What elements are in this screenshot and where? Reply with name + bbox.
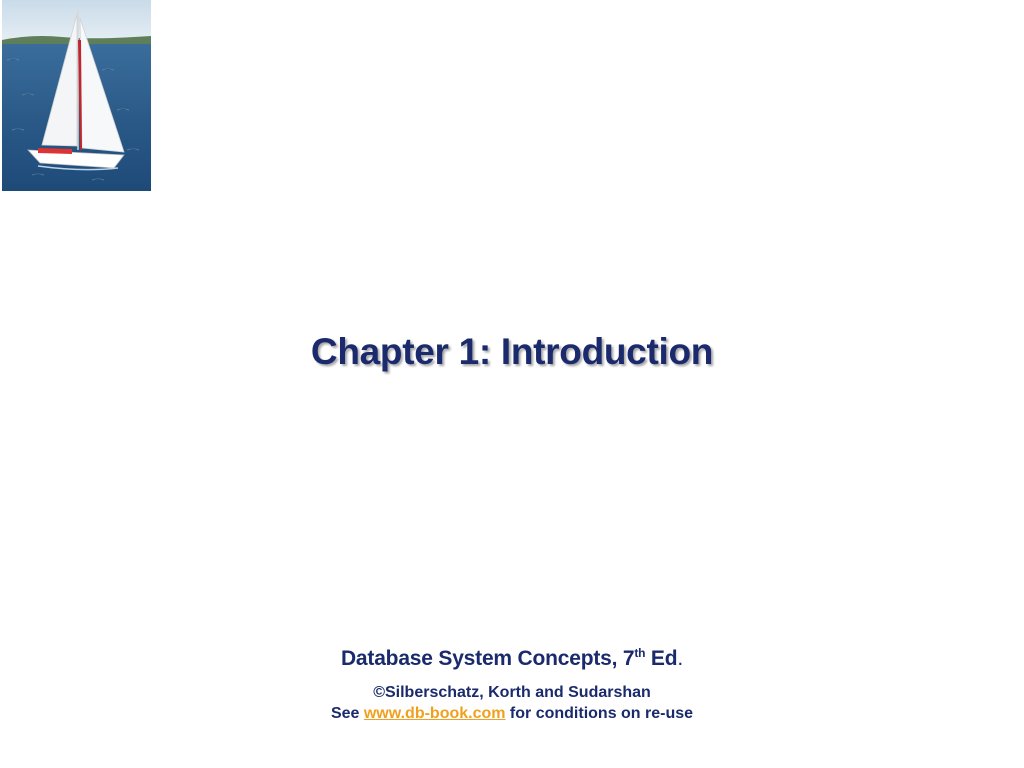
book-title — [0, 647, 1024, 671]
edition-superscript: th — [634, 646, 646, 660]
reuse-suffix: for conditions on re-use — [505, 705, 694, 722]
reuse-notice — [0, 705, 1024, 723]
slide-title: Chapter 1: Introduction — [310, 331, 714, 372]
book-period: . — [677, 647, 684, 670]
db-book-link[interactable]: www.db-book.com — [363, 705, 506, 722]
copyright-line: ©Silberschatz, Korth and Sudarshan — [373, 684, 651, 701]
book-edition-suffix: Ed — [645, 647, 678, 670]
book-name: Database System Concepts, 7 — [340, 647, 635, 670]
sailboat-photo — [2, 0, 151, 191]
reuse-prefix: See — [330, 705, 364, 722]
